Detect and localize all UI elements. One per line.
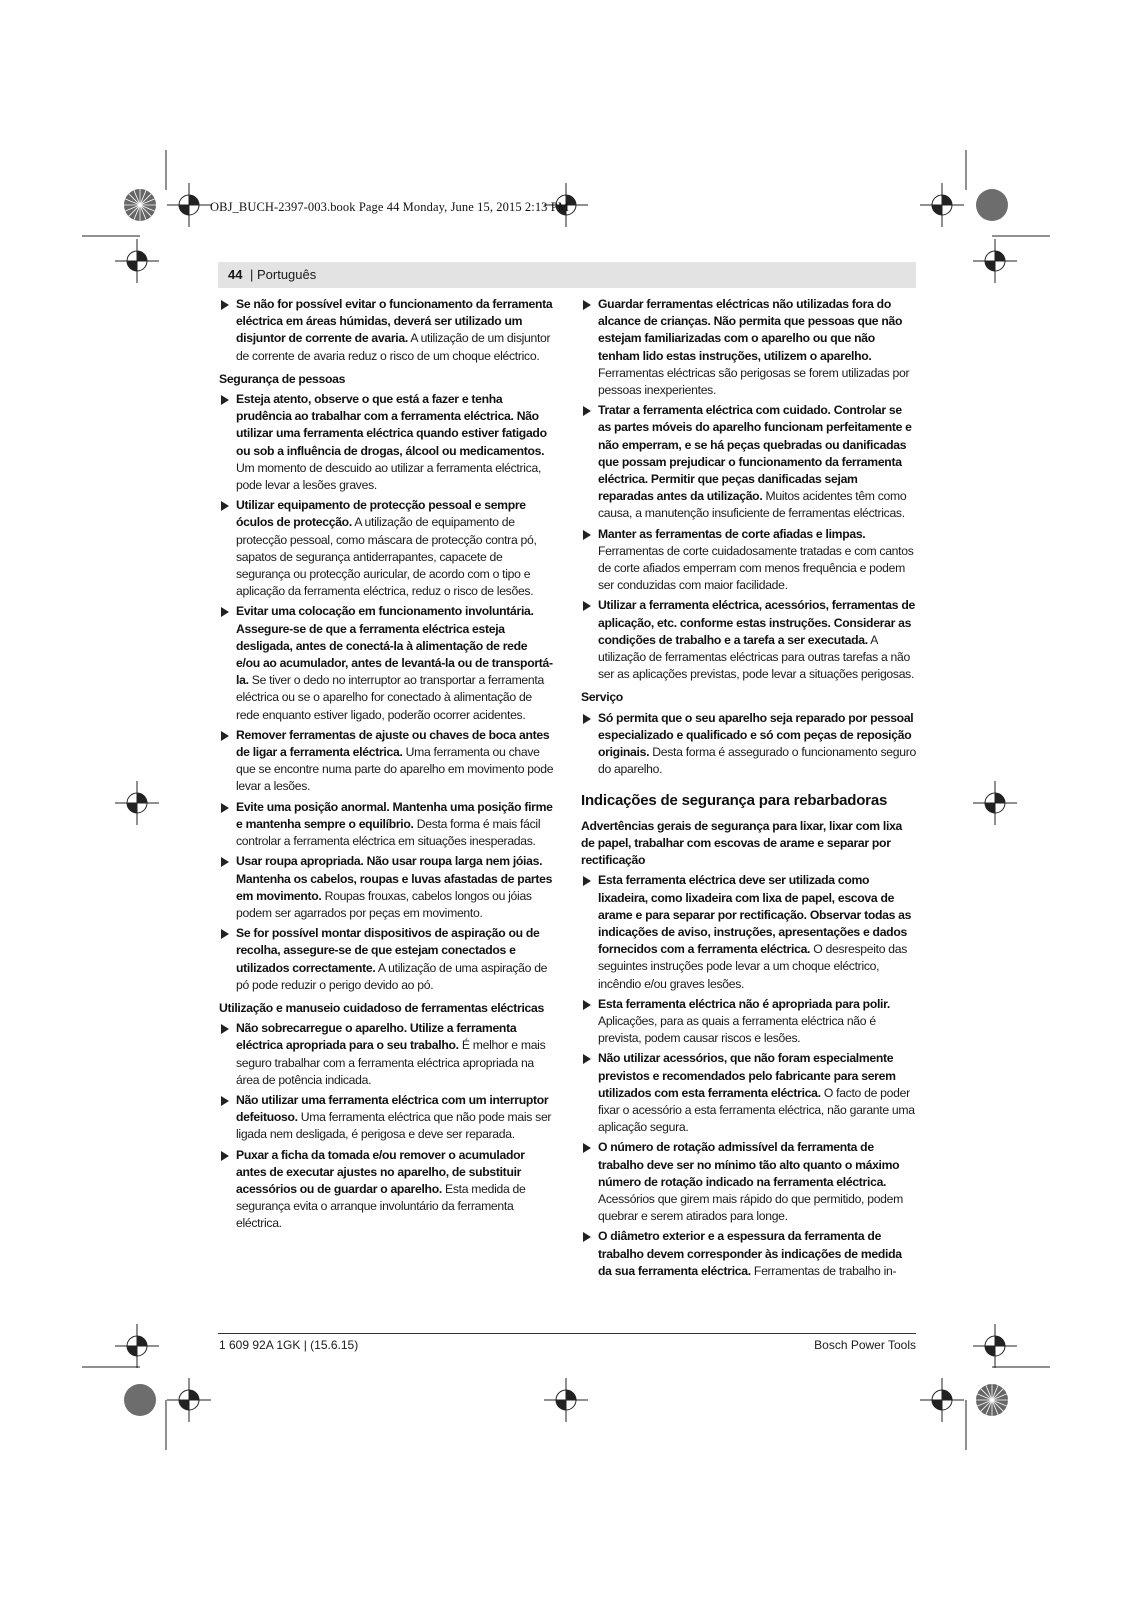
instruction-text: Aplicações, para as quais a ferramenta eléctrica não é prevista, podem causar riscos e lesões. [598, 1013, 876, 1046]
instruction-bold: Só permita que o seu aparelho seja reparado por pessoal especializado e qualificado e só com peças de reposição originais. [598, 710, 914, 760]
page-header [218, 262, 916, 288]
safety-instruction [219, 925, 554, 994]
instruction-bold: Remover ferramentas de ajuste ou chaves de boca antes de ligar a ferramenta eléctrica. [236, 727, 550, 760]
instruction-bold: Não sobrecarregue o aparelho. Utilize a ferramenta eléctrica apropriada para o seu trabalho. [236, 1021, 517, 1053]
safety-instruction [219, 391, 554, 494]
bullet-arrow-icon [221, 607, 229, 617]
bullet-arrow-icon [583, 300, 591, 310]
right-column [581, 296, 916, 1283]
safety-instruction [219, 1020, 554, 1089]
instruction-bold: Utilizar a ferramenta eléctrica, acessórios, ferramentas de aplicação, etc. conforme estas instruções. Considerar as condições de trabalho e a tarefa a ser executada. [598, 598, 915, 647]
bullet-arrow-icon [583, 406, 591, 416]
safety-instruction [219, 1147, 554, 1233]
footer-doc-code: 1 609 92A 1GK | (15.6.15) [219, 1338, 359, 1352]
instruction-text: O facto de poder fixar o acessório a esta ferramenta eléctrica, não garante uma aplicação segura. [598, 1085, 915, 1135]
instruction-bold: Esta ferramenta eléctrica deve ser utilizada como lixadeira, como lixadeira com lixa de papel, escova de arame e para separar por rectificação. Observar todas as indicações de aviso, instruções, apresentações e dados fornecidos com a ferramenta eléctrica. [598, 873, 912, 957]
instruction-text: Um momento de descuido ao utilizar a ferramenta eléctrica, pode levar a lesões graves. [236, 460, 542, 493]
bullet-arrow-icon [583, 1000, 591, 1010]
footer-divider [218, 1333, 916, 1334]
instruction-text: Uma ferramenta eléctrica que não pode mais ser ligada nem desligada, é perigosa e deve ser reparada. [236, 1110, 552, 1142]
bullet-arrow-icon [583, 714, 591, 724]
section-subheading: Segurança de pessoas [219, 371, 346, 386]
safety-instruction [581, 526, 916, 595]
safety-instruction [581, 296, 916, 399]
instruction-bold: Tratar a ferramenta eléctrica com cuidado. Controlar se as partes móveis do aparelho funcionam perfeitamente e não emperram, e se há peças quebradas ou danificadas que possam prejudicar o funcionamento da ferramenta eléctrica. Permitir que peças danificadas sejam reparadas antes da utilização. [598, 403, 912, 504]
section-subheading: Serviço [581, 690, 623, 705]
instruction-bold: Evite uma posição anormal. Mantenha uma posição firme e mantenha sempre o equilíbrio. [236, 799, 553, 831]
safety-instruction [219, 1092, 554, 1144]
bullet-arrow-icon [221, 300, 229, 310]
safety-instruction [581, 597, 916, 683]
bullet-arrow-icon [583, 876, 591, 886]
instruction-text: A utilização de um disjuntor de corrente de avaria reduz o risco de um choque eléctrico. [236, 331, 551, 363]
safety-instruction [219, 497, 554, 600]
page-number: 44 [228, 267, 243, 282]
bullet-arrow-icon [583, 1054, 591, 1064]
print-info-line: OBJ_BUCH-2397-003.book Page 44 Monday, June 15, 2015 2:13 PM [210, 200, 570, 214]
bullet-arrow-icon [221, 929, 229, 939]
intro-paragraph: Advertências gerais de segurança para lixar, lixar com lixa de papel, trabalhar com escovas de arame e separar por rectificação [581, 818, 903, 868]
safety-instruction [581, 872, 916, 992]
bullet-arrow-icon [583, 1232, 591, 1242]
instruction-bold: Se não for possível evitar o funcionamento da ferramenta eléctrica em áreas húmidas, deverá ser utilizado um disjuntor de corrente de avaria. [236, 297, 553, 346]
instruction-text: Roupas frouxas, cabelos longos ou jóias podem ser agarrados por peças em movimento. [236, 888, 532, 920]
footer-brand: Bosch Power Tools [814, 1338, 916, 1352]
instruction-text: Ferramentas eléctricas são perigosas se forem utilizadas por pessoas inexperientes. [598, 365, 910, 398]
section-subheading: Utilização e manuseio cuidadoso de ferramentas eléctricas [219, 1000, 544, 1015]
instruction-text: Ferramentas de trabalho in- [750, 1263, 897, 1278]
instruction-text: Se tiver o dedo no interruptor ao transportar a ferramenta eléctrica ou se o aparelho for conectado à alimentação de rede enquanto estiver ligado, poderão ocorrer acidentes. [236, 673, 544, 722]
safety-instruction [581, 710, 916, 779]
bullet-arrow-icon [583, 1143, 591, 1153]
instruction-text: Ferramentas de corte cuidadosamente tratadas e com cantos de corte afiados emperram com menos frequência e podem ser conduzidas com maior facilidade. [598, 543, 914, 593]
instruction-text: A utilização de uma aspiração de pó pode reduzir o perigo devido ao pó. [236, 960, 548, 992]
safety-instruction [219, 853, 554, 922]
bullet-arrow-icon [221, 731, 229, 741]
safety-instruction [219, 799, 554, 851]
instruction-bold: Esta ferramenta eléctrica não é apropriada para polir. [598, 996, 890, 1011]
instruction-text: É melhor e mais seguro trabalhar com a ferramenta eléctrica apropriada na área de potência indicada. [236, 1038, 546, 1087]
left-column [219, 296, 554, 1236]
safety-instruction [581, 402, 916, 522]
safety-instruction [581, 996, 916, 1048]
instruction-bold: Evitar uma colocação em funcionamento involuntária. Assegure-se de que a ferramenta eléctrica esteja desligada, antes de conectá-la à alimentação de rede e/ou ao acumulador, antes de levantá-la ou de transportá-la. [236, 604, 553, 688]
instruction-bold: Esteja atento, observe o que está a fazer e tenha prudência ao trabalhar com a ferramenta eléctrica. Não utilizar uma ferramenta eléctrica quando estiver fatigado ou sob a influência de drogas, álcool ou medicamentos. [236, 392, 547, 458]
instruction-text: Acessórios que girem mais rápido do que permitido, podem quebrar e serem atirados para longe. [598, 1191, 903, 1224]
safety-instruction [581, 1228, 916, 1280]
safety-instruction [219, 296, 554, 365]
bullet-arrow-icon [221, 1151, 229, 1161]
instruction-bold: O número de rotação admissível da ferramenta de trabalho deve ser no mínimo tão alto quanto o máximo número de rotação indicado na ferramenta eléctrica. [598, 1140, 900, 1189]
section-title: Indicações de segurança para rebarbadoras [581, 792, 888, 810]
instruction-text: Muitos acidentes têm como causa, a manutenção insuficiente de ferramentas eléctricas. [598, 489, 907, 521]
safety-instruction [219, 727, 554, 796]
instruction-bold: Não utilizar acessórios, que não foram especialmente previstos e recomendados pelo fabricante para serem utilizados com esta ferramenta eléctrica. [598, 1051, 896, 1100]
bullet-arrow-icon [221, 395, 229, 405]
instruction-text: O desrespeito das seguintes instruções pode levar a um choque eléctrico, incêndio e/ou graves lesões. [598, 942, 908, 991]
bullet-arrow-icon [221, 1024, 229, 1034]
bullet-arrow-icon [221, 1096, 229, 1106]
safety-instruction [581, 1139, 916, 1225]
instruction-bold: Puxar a ficha da tomada e/ou remover o acumulador antes de executar ajustes no aparelho, de substituir acessórios ou de guardar o aparelho. [236, 1147, 525, 1196]
instruction-bold: Usar roupa apropriada. Não usar roupa larga nem jóias. Mantenha os cabelos, roupas e luvas afastadas de partes em movimento. [236, 854, 553, 903]
instruction-bold: O diâmetro exterior e a espessura da ferramenta de trabalho devem corresponder às indicações de medida da sua ferramenta eléctrica. [598, 1229, 902, 1278]
instruction-bold: Utilizar equipamento de protecção pessoal e sempre óculos de protecção. [236, 498, 526, 530]
bullet-arrow-icon [221, 803, 229, 813]
instruction-text: Esta medida de segurança evita o arranque involuntário da ferramenta eléctrica. [236, 1181, 526, 1231]
safety-instruction [219, 603, 554, 723]
instruction-text: A utilização de equipamento de protecção pessoal, como máscara de protecção contra pó, sapatos de segurança antiderrapantes, capacete de segurança ou protecção auricular, de acordo com o tipo e aplicação da ferramenta eléctrica, reduz o risco de lesões. [236, 515, 537, 599]
bullet-arrow-icon [583, 530, 591, 540]
bullet-arrow-icon [221, 857, 229, 867]
instruction-bold: Manter as ferramentas de corte afiadas e limpas. [598, 526, 866, 541]
instruction-bold: Guardar ferramentas eléctricas não utilizadas fora do alcance de crianças. Não permita que pessoas que não estejam familiarizadas com o aparelho ou que não tenham lido estas instruções, utilizem o aparelho. [598, 297, 903, 363]
instruction-text: Desta forma é mais fácil controlar a ferramenta eléctrica em situações inesperadas. [236, 816, 541, 849]
instruction-text: A utilização de ferramentas eléctricas para outras tarefas a não ser as aplicações previstas, pode levar a situações perigosas. [598, 632, 915, 682]
instruction-text: Desta forma é assegurado o funcionamento seguro do aparelho. [598, 745, 916, 777]
safety-instruction [581, 1050, 916, 1136]
header-language: | Português [250, 267, 317, 282]
instruction-bold: Não utilizar uma ferramenta eléctrica com um interruptor defeituoso. [236, 1092, 549, 1125]
instruction-bold: Se for possível montar dispositivos de aspiração ou de recolha, assegure-se de que estejam conectados e utilizados correctamente. [236, 926, 540, 975]
bullet-arrow-icon [221, 501, 229, 511]
bullet-arrow-icon [583, 601, 591, 611]
instruction-text: Uma ferramenta ou chave que se encontre numa parte do aparelho em movimento pode levar a lesões. [236, 745, 554, 794]
